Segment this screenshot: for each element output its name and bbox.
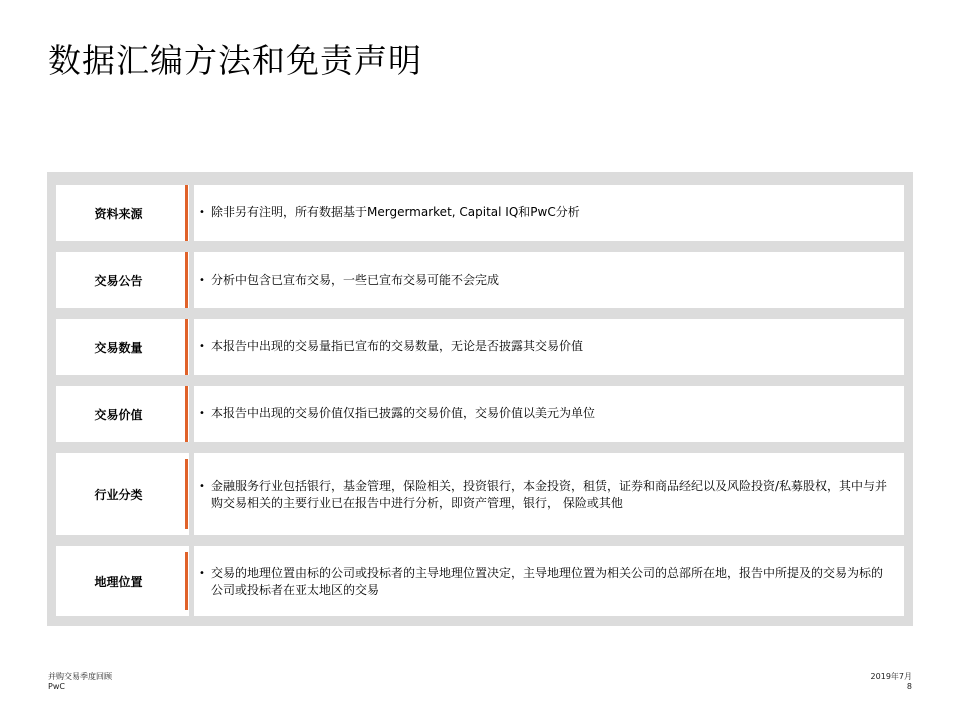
table-row	[56, 386, 904, 442]
row-content	[199, 565, 892, 599]
page-number: 8	[906, 682, 912, 691]
footer-date: 2019年7月	[870, 672, 912, 681]
accent-divider	[185, 459, 188, 529]
row-label: 行业分类	[94, 487, 143, 502]
row-text: 本报告中出现的交易量指已宣布的交易数量，无论是否披露其交易价值	[211, 339, 584, 353]
accent-divider	[185, 252, 188, 308]
bullet-icon: •	[199, 275, 205, 286]
row-content	[199, 478, 892, 512]
bullet-icon: •	[199, 341, 205, 352]
row-text: 交易的地理位置由标的公司或投标者的主导地理位置决定，主导地理位置为相关公司的总部所在地，报告中所提及的交易为标的公司或投标者在亚太地区的交易	[211, 566, 884, 597]
row-separator	[189, 319, 194, 375]
page-title: 数据汇编方法和免责声明	[48, 41, 422, 80]
table-row	[56, 185, 904, 241]
methodology-table	[47, 172, 913, 626]
accent-divider	[185, 319, 188, 375]
bullet-icon: •	[199, 207, 205, 218]
table-row	[56, 453, 904, 535]
table-row	[56, 252, 904, 308]
row-label: 地理位置	[94, 574, 143, 589]
footer-right	[871, 672, 912, 692]
bullet-icon: •	[199, 481, 205, 492]
row-content	[199, 204, 892, 221]
bullet-icon: •	[199, 568, 205, 579]
bullet-icon: •	[199, 408, 205, 419]
accent-divider	[185, 386, 188, 442]
footer-left	[48, 672, 112, 692]
accent-divider	[185, 185, 188, 241]
footer-company: PwC	[48, 682, 65, 691]
row-separator	[189, 453, 194, 535]
row-separator	[189, 252, 194, 308]
row-text: 除非另有注明，所有数据基于Mergermarket, Capital IQ和PwC分析	[211, 205, 580, 219]
row-text: 分析中包含已宣布交易，一些已宣布交易可能不会完成	[211, 273, 500, 287]
row-label: 交易价值	[94, 407, 143, 422]
footer-report-name: 并购交易季度回顾	[48, 672, 112, 681]
table-row	[56, 319, 904, 375]
row-content	[199, 405, 892, 422]
row-label: 交易公告	[94, 273, 143, 288]
row-text: 本报告中出现的交易价值仅指已披露的交易价值，交易价值以美元为单位	[211, 406, 596, 420]
row-separator	[189, 185, 194, 241]
row-text: 金融服务行业包括银行，基金管理，保险相关，投资银行，本金投资，租赁，证券和商品经纪以及风险投资/私募股权，其中与并购交易相关的主要行业已在报告中进行分析，即资产管理，银行， 保险或其他	[211, 479, 888, 510]
row-content	[199, 272, 892, 289]
row-label: 交易数量	[94, 340, 143, 355]
table-row	[56, 546, 904, 616]
row-separator	[189, 386, 194, 442]
row-content	[199, 338, 892, 355]
row-label: 资料来源	[94, 206, 143, 221]
row-separator	[189, 546, 194, 616]
accent-divider	[185, 552, 188, 610]
